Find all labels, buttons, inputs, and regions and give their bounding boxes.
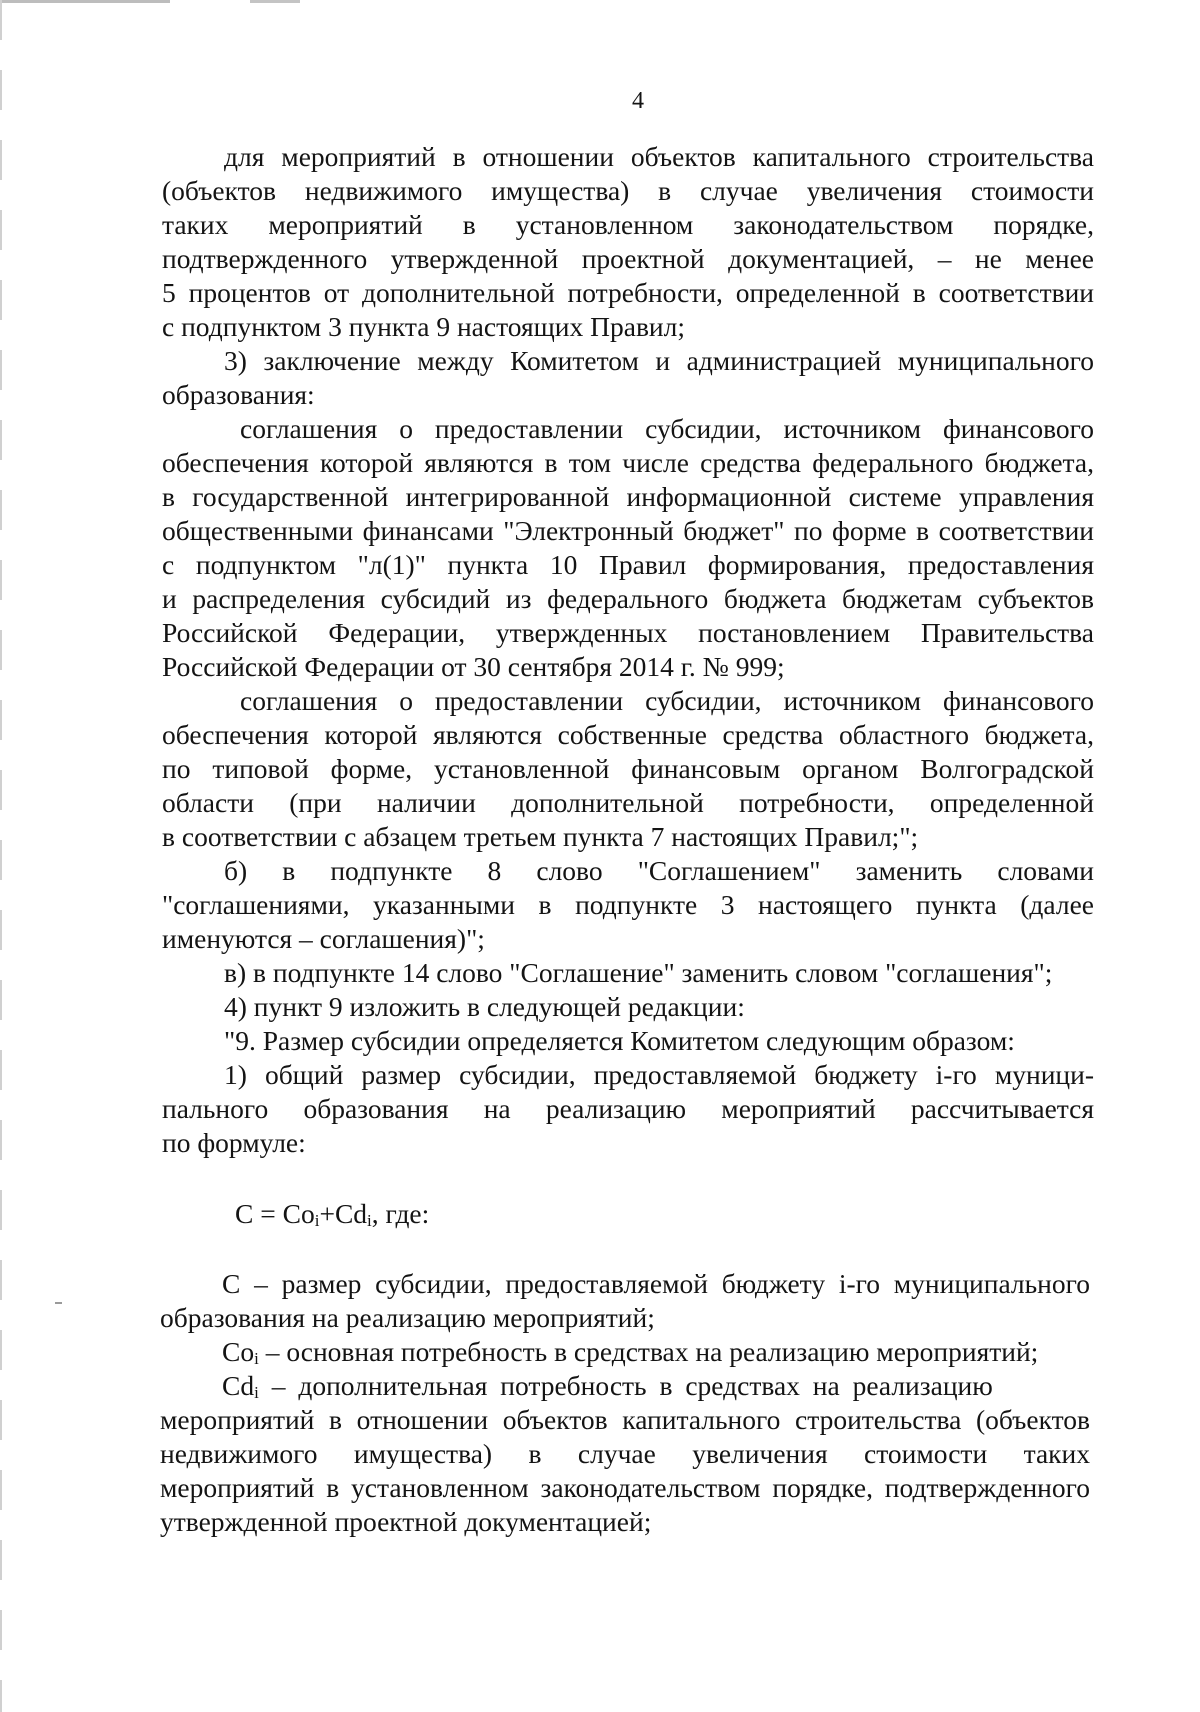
text-line: 3) заключение между Комитетом и администрацией муниципального [224, 345, 1094, 376]
text-line: в соответствии с абзацем третьем пункта 7 настоящих Правил;"; [162, 821, 919, 852]
text-line: общественными финансами "Электронный бюджет" по форме в соответствии [162, 515, 1094, 546]
formula-subscript: i [367, 1211, 372, 1230]
text-line: соглашения о предоставлении субсидии, источником финансового [240, 413, 1094, 444]
co-text: – основная потребность в средствах на реализацию мероприятий; [258, 1336, 1039, 1367]
scan-edge-top [0, 0, 1200, 3]
text-line: и распределения субсидий из федерального бюджета бюджетам субъектов [162, 583, 1094, 614]
text-line: области (при наличии дополнительной потребности, определенной [162, 787, 1094, 818]
scan-edge-left [0, 0, 2, 1712]
text-line: в государственной интегрированной информационной системе управления [162, 481, 1094, 512]
formula-lhs: C = Co [235, 1198, 315, 1229]
text-line: подтвержденного утвержденной проектной документацией, – не менее [162, 243, 1094, 274]
text-line: Российской Федерации от 30 сентября 2014 г. № 999; [162, 651, 785, 682]
definition-cd [160, 1369, 1090, 1403]
text-line: Российской Федерации, утвержденных постановлением Правительства [162, 617, 1094, 648]
definition-cd-line: мероприятий в установленном законодательством порядке, подтвержденного [160, 1472, 1090, 1503]
scan-speck [55, 1302, 62, 1304]
text-line: соглашения о предоставлении субсидии, источником финансового [240, 685, 1094, 716]
formula-subscript: i [314, 1211, 320, 1230]
text-line: "соглашениями, указанными в подпункте 3 настоящего пункта (далее [162, 889, 1094, 920]
formula-mid: +Cd [319, 1198, 368, 1229]
text-line: по типовой форме, установленной финансовым органом Волгоградской [162, 753, 1094, 784]
co-symbol: Co [222, 1336, 255, 1367]
text-line: для мероприятий в отношении объектов капитального строительства [224, 141, 1094, 172]
definition-cd-line: утвержденной проектной документацией; [160, 1506, 652, 1537]
text-line: 1) общий размер субсидии, предоставляемой бюджету i-го муници- [224, 1059, 1094, 1090]
text-line: образования: [162, 379, 315, 410]
definition-cd-line: мероприятий в отношении объектов капитального строительства (объектов [160, 1404, 1090, 1435]
cd-subscript: i [254, 1383, 259, 1402]
cd-symbol: Cd [222, 1370, 255, 1401]
formula-tail: , где: [371, 1198, 430, 1229]
text-line: 5 процентов от дополнительной потребности, определенной в соответствии [162, 277, 1094, 308]
text-line: пального образования на реализацию мероприятий рассчитывается [162, 1093, 1094, 1124]
text-line: (объектов недвижимого имущества) в случае увеличения стоимости [162, 175, 1094, 206]
cd-first-line: – дополнительная потребность в средствах на реализацию [258, 1370, 993, 1401]
page-number: 4 [632, 88, 644, 114]
body-text-top [162, 140, 1094, 1160]
definition-c-line: образования на реализацию мероприятий; [160, 1302, 655, 1333]
text-line: "9. Размер субсидии определяется Комитетом следующим образом: [224, 1025, 1015, 1056]
text-line: по формуле: [162, 1127, 306, 1158]
text-line: обеспечения которой являются в том числе средства федерального бюджета, [162, 447, 1094, 478]
definition-co [160, 1335, 1090, 1369]
co-subscript: i [254, 1349, 259, 1368]
text-line: именуются – соглашения)"; [162, 923, 485, 954]
text-line: в) в подпункте 14 слово "Соглашение" заменить словом "соглашения"; [224, 957, 1053, 988]
formula [235, 1197, 429, 1238]
text-line: б) в подпункте 8 слово "Соглашением" заменить словами [224, 855, 1094, 886]
text-line: с подпунктом "л(1)" пункта 10 Правил формирования, предоставления [162, 549, 1094, 580]
definitions [160, 1267, 1090, 1539]
definition-cd-line: недвижимого имущества) в случае увеличения стоимости таких [160, 1438, 1090, 1469]
text-line: таких мероприятий в установленном законодательством порядке, [162, 209, 1094, 240]
text-line: с подпунктом 3 пункта 9 настоящих Правил; [162, 311, 686, 342]
text-line: обеспечения которой являются собственные средства областного бюджета, [162, 719, 1094, 750]
text-line: 4) пункт 9 изложить в следующей редакции: [224, 991, 745, 1022]
definition-c-line: С – размер субсидии, предоставляемой бюджету i-го муниципального [222, 1268, 1090, 1299]
